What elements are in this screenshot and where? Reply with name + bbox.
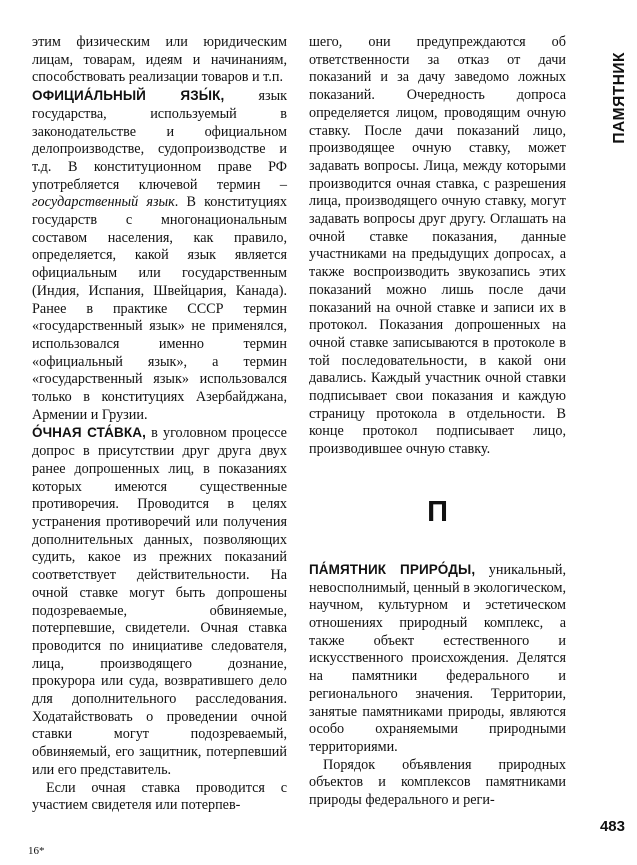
page-number: 483 bbox=[599, 818, 625, 835]
entry-confrontation bbox=[32, 424, 287, 779]
entry-official-language bbox=[32, 87, 287, 424]
right-column bbox=[309, 34, 566, 810]
section-letter: П bbox=[427, 495, 448, 528]
headword: ОФИЦИА́ЛЬНЫЙ ЯЗЫ́К, bbox=[32, 88, 225, 104]
signature-mark: 16* bbox=[28, 845, 45, 857]
italic-term: государственный язык bbox=[32, 194, 175, 211]
left-column bbox=[32, 34, 287, 815]
continuation-text: шего, они предупреждаются об ответственности за отказ от дачи показаний и за дачу заведомо ложных показаний. Очередность допроса определяется лицом, проводящим очную ставку. После дачи показаний лицо, производящее очную ставку, может задавать вопросы. Лица, между которыми производится очная ставка, с разрешения лица, производящего очную ставку, могут задавать вопросы друг другу. Оглашать на очной ставке показания, данные участниками на предыдущих допросах, а также воспроизводить звукозапись этих показаний можно лишь после дачи показаний на очной ставке и записи их в протокол. Показания допрошенных на очной ставке записываются в протоколе в той последовательности, в какой они давались. Каждый участник очной ставки подписывает свои показания и каждую страницу протокола в отдельности. В конце протокол подписывает лицо, производившее очную ставку. bbox=[309, 34, 566, 458]
definition-text: язык государства, используемый в законодательстве и официальном делопроизводстве, судопроизводстве и т.д. В конституционном праве РФ употребляется ключевой термин – bbox=[32, 88, 287, 193]
paragraph: Порядок объявления природных объектов и комплексов памятниками природы федерального и реги- bbox=[309, 756, 566, 809]
running-header: ПАМЯТНИК bbox=[611, 52, 628, 144]
headword: ПА́МЯТНИК ПРИРО́ДЫ, bbox=[309, 561, 476, 577]
definition-text: . В конституциях государств с многонациональным составом населения, как правило, определяется, какой язык является официальным или государственным (Индия, Испания, Швейцария, Канада). Ранее в практике СССР термин «государственный язык» не применялся, использовался именно термин «официальный язык», а термин «государственный язык» использовался только в конституциях Азербайджана, Армении и Грузии. bbox=[32, 194, 287, 423]
continuation-text: этим физическим или юридическим лицам, товарам, идеям и начинаниям, способствовать реализации товаров и т.п. bbox=[32, 34, 287, 86]
paragraph: Если очная ставка проводится с участием свидетеля или потерпев- bbox=[32, 779, 287, 814]
definition-text: в уголовном процессе допрос в присутствии друг друга двух ранее допрошенных лиц, в показаниях которых имеются существенные противоречия. Проводится в целях устранения противоречий или получения дополнительных данных, позволяющих судить, какое из прежних показаний соответствует действительности. На очной ставке могут быть допрошены подозреваемые, обвиняемые, потерпевшие, свидетели. Очная ставка проводится по инициативе следователя, лица, производящего дознание, прокурора или суда, возвратившего дело для дополнительного расследования. Ходатайствовать о проведении очной ставки могут подозреваемый, обвиняемый, его защитник, потерпевший или его представитель. bbox=[32, 425, 287, 778]
entry-natural-monument bbox=[309, 561, 566, 757]
definition-text: уникальный, невосполнимый, ценный в экологическом, научном, культурном и эстетическом отношениях природный комплекс, а также объект естественного и искусственного происхождения. Делятся на памятники федерального и регионального значения. Территории, занятые памятниками природы, являются особо охраняемыми природными территориями. bbox=[309, 561, 566, 755]
headword: О́ЧНАЯ СТА́ВКА, bbox=[32, 425, 146, 441]
